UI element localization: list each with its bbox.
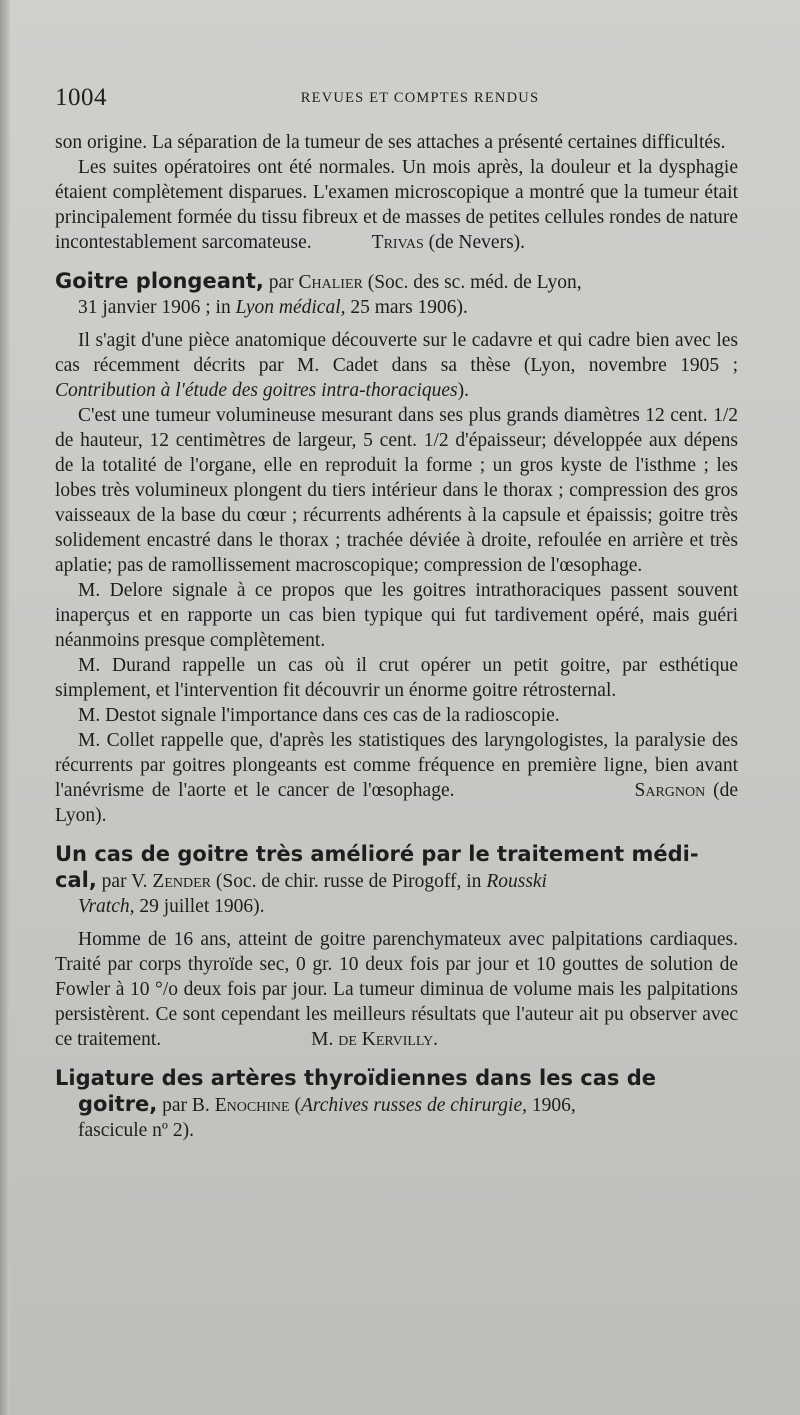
journal-date: 25 mars 1906). — [350, 297, 468, 318]
article-reference: (Soc. des sc. méd. de Lyon, — [367, 272, 582, 293]
article-author: Enochine — [214, 1095, 290, 1116]
article2-paragraph-1 — [55, 927, 738, 1052]
article1-paragraph-2: C'est une tumeur volumineuse mesurant dans ses plus grands diamètres 12 cent. 1/2 de hauteur, 12 centimètres de largeur, 5 cent. 1/2 d'épaisseur; développée aux dépens de la totalité de l'organe, elle en reproduit la forme ; un gros kyste de l'isthme ; les lobes très volumineux plongent du tiers intérieur dans le thorax ; compression des gros vaisseaux de la base du cœur ; récurrents adhérents à la capsule et épaissis; goitre très solidement encastré dans le thorax ; trachée déviée à droite, refoulée en arrière et très aplatie; pas de ramollissement macroscopique; compression de l'œsophage. — [55, 405, 738, 576]
journal-name-part-2: Vratch, — [78, 896, 135, 917]
journal-name-part-1: Rousski — [486, 871, 547, 892]
article-reference: (Soc. de chir. russe de Pirogoff, in — [215, 871, 482, 892]
article-by: par — [268, 272, 294, 293]
page-number: 1004 — [55, 84, 107, 111]
article-by: par V. — [101, 871, 148, 892]
article1-paragraph-6 — [55, 728, 738, 828]
reviewer-prefix: M. — [311, 1029, 334, 1050]
results-paragraph — [55, 155, 738, 255]
paragraph-text: Il s'agit d'une pièce anatomique découverte sur le cadavre et qui cadre bien avec les cas récemment décrits par M. Cadet dans sa thèse (Lyon, novembre 1905 ; — [55, 330, 738, 376]
page-edge-shadow — [0, 0, 10, 1415]
article-title-line-1: Ligature des artères thyroïdiennes dans les cas de — [55, 1066, 656, 1090]
article1-paragraph-4: M. Durand rappelle un cas où il crut opérer un petit goitre, par esthétique simplement, et l'intervention fit découvrir un énorme goitre rétrosternal. — [55, 655, 738, 701]
article-heading-goitre-ameliore — [55, 842, 738, 919]
journal-date: 29 juillet 1906). — [139, 896, 265, 917]
journal-name: Archives russes de chirurgie, — [300, 1095, 527, 1116]
thesis-title: Contribution à l'étude des goitres intra-thoraciques — [55, 380, 458, 401]
reviewer-name: Sargnon — [634, 780, 706, 801]
reviewer-place: (de Lyon). — [55, 780, 739, 826]
article-title-line-2: goitre, — [78, 1092, 158, 1116]
article-by: par B. — [162, 1095, 210, 1116]
article-title-line-2: cal, — [55, 868, 97, 892]
results-text: Les suites opératoires ont été normales. Un mois après, la douleur et la dysphagie étaient complètement disparues. L'examen microscopique a montré que la tumeur était principalement formée du tissu fibreux et de masses de petites cellules rondes de nature incontestablement sarcomateuse. — [55, 157, 738, 253]
reviewer-particle: de — [338, 1029, 357, 1050]
article-title-line-1: Un cas de goitre très amélioré par le traitement médi- — [55, 842, 699, 866]
page-header — [55, 84, 745, 114]
ref-open-paren: ( — [294, 1095, 301, 1116]
article1-paragraph-1 — [55, 328, 738, 403]
article-heading-ligature — [55, 1066, 738, 1143]
article-author: Zender — [152, 871, 211, 892]
article-author: Chalier — [298, 272, 363, 293]
page-body — [55, 130, 738, 1151]
reviewer-name: Kervilly. — [361, 1029, 439, 1050]
paragraph-text: Homme de 16 ans, atteint de goitre parenchymateux avec palpitations cardiaques. Traité par corps thyroïde sec, 0 gr. 10 deux fois par jour et 10 gouttes de solution de Fowler à 10 °/o deux fois par jour. La tumeur diminua de volume mais les palpitations persistèrent. Ce sont cependant les meilleurs résultats que l'auteur ait pu observer avec ce traitement. — [55, 929, 738, 1050]
paragraph-text: M. Collet rappelle que, d'après les statistiques des laryngologistes, la paralysie des récurrents par goitres plongeants est comme fréquence en première ligne, bien avant l'anévrisme de l'aorte et le cancer de l'œsophage. — [55, 730, 738, 801]
continuation-paragraph: son origine. La séparation de la tumeur de ses attaches a présenté certaines difficultés. — [55, 132, 726, 153]
journal-fascicle: fascicule nº 2). — [78, 1120, 194, 1141]
running-head: REVUES ET COMPTES RENDUS — [300, 90, 540, 106]
article-heading-goitre-plongeant — [55, 269, 738, 320]
article1-paragraph-3: M. Delore signale à ce propos que les goitres intrathoraciques passent souvent inaperçus et en rapporte un cas bien typique qui fut tardivement opéré, mais guéri néanmoins presque complètement. — [55, 580, 738, 651]
journal-year: 1906, — [531, 1095, 576, 1116]
article-reference-date: 31 janvier 1906 ; in — [78, 297, 231, 318]
reviewer-place: (de Nevers). — [428, 232, 526, 253]
article1-paragraph-5: M. Destot signale l'importance dans ces cas de la radioscopie. — [78, 705, 560, 726]
paragraph-text-end: ). — [457, 380, 470, 401]
article-title: Goitre plongeant, — [55, 269, 264, 293]
journal-name: Lyon médical, — [235, 297, 346, 318]
reviewer-name: Trivas — [371, 232, 424, 253]
